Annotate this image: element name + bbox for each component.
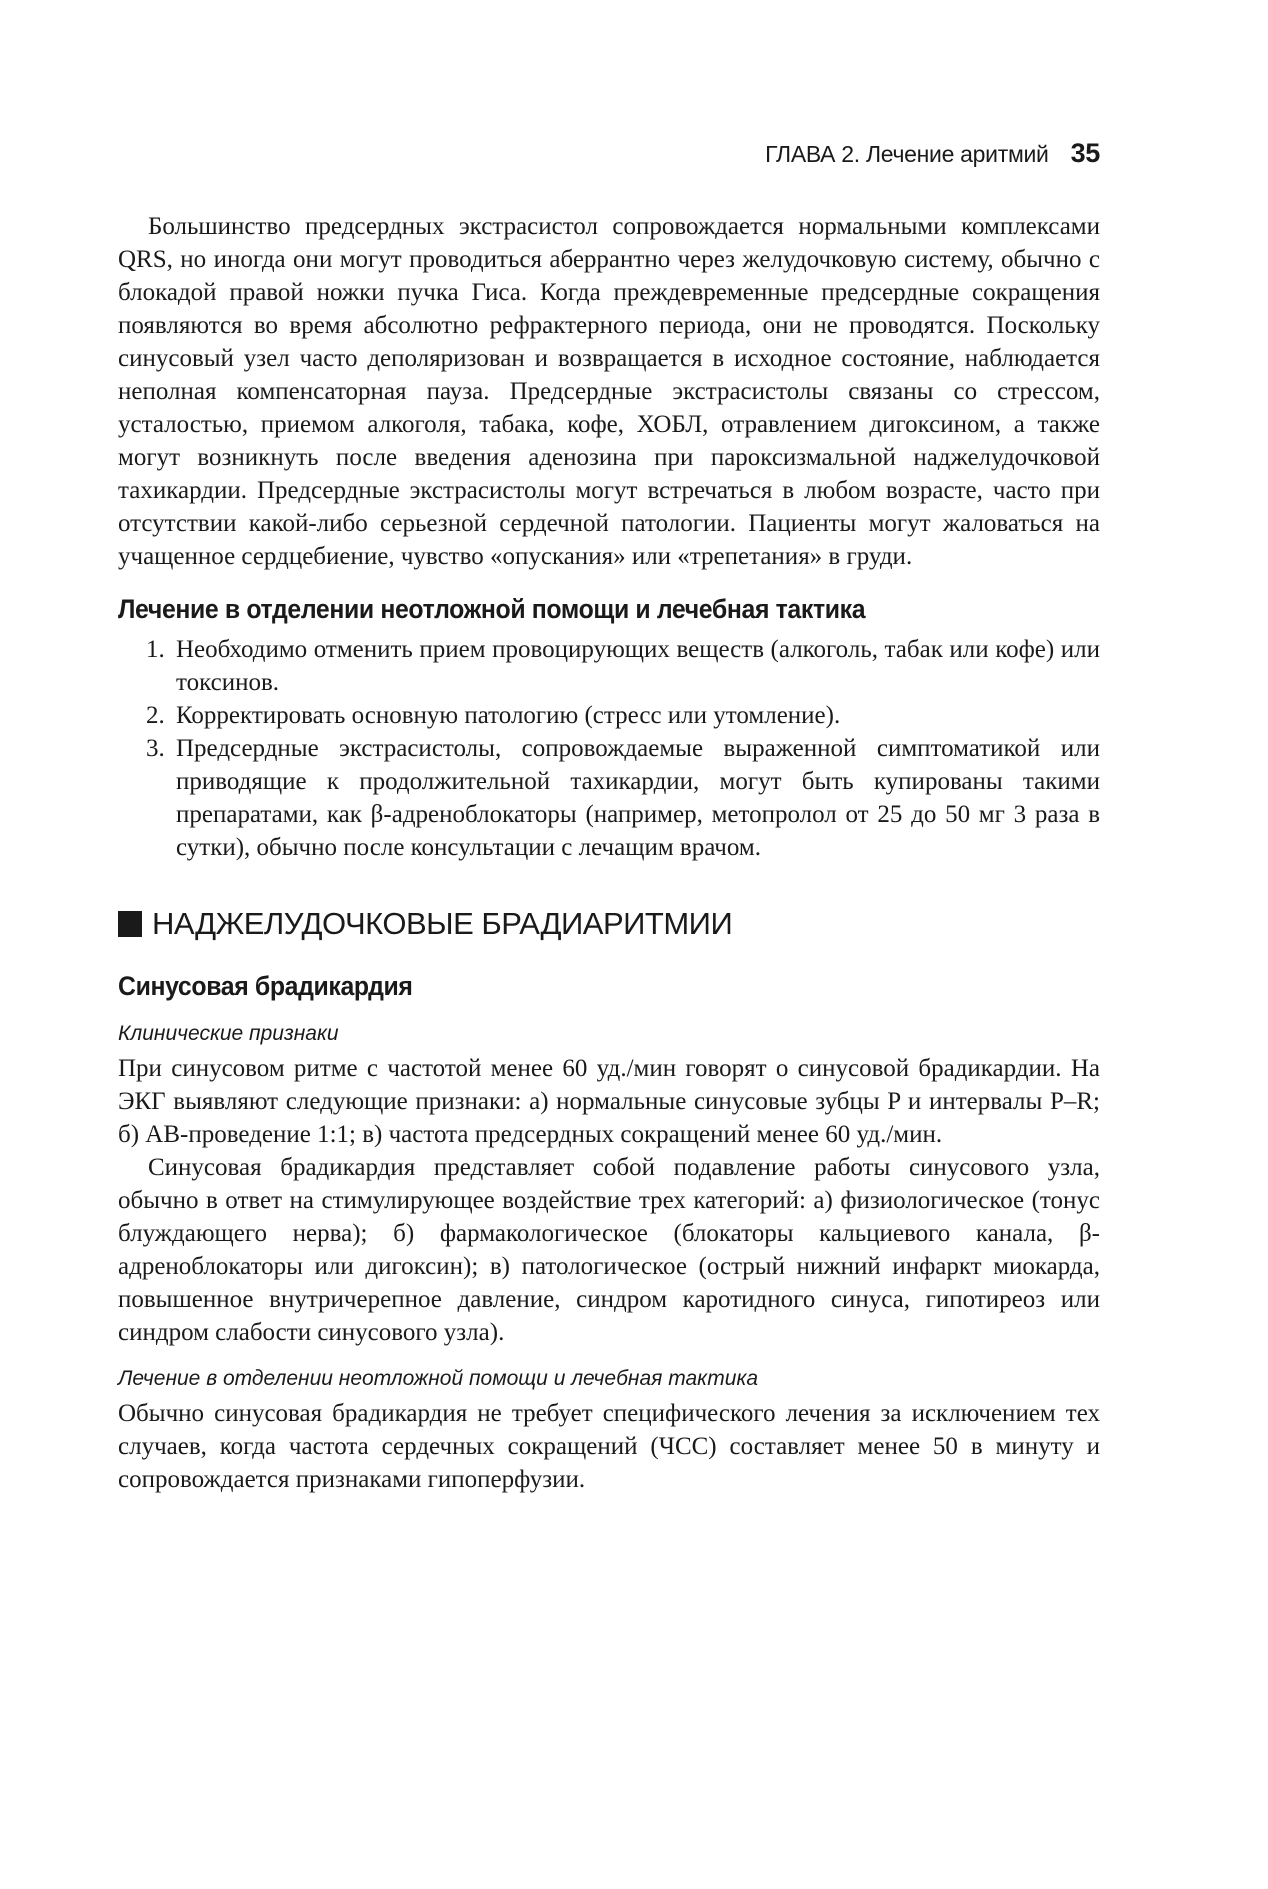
list-item xyxy=(118,633,1100,699)
list-item-number: 1. xyxy=(146,636,165,663)
subsection-heading: Синусовая брадикардия xyxy=(118,971,413,1001)
clinical-signs-label: Клинические признаки xyxy=(118,1022,339,1045)
intro-paragraph: Большинство предсердных экстрасистол сопровождается нормальными комплексами QRS, но иногда они могут проводиться аберрантно через желудочковую систему, обычно с блокадой правой ножки пучка Гиса. Когда преждевременные предсердные сокращения появляются во время абсолютно рефрактерного периода, они не проводятся. Поскольку синусовый узел часто деполяризован и возвращается в исходное состояние, наблюдается неполная компенсаторная пауза. Предсердные экстрасистолы связаны со стрессом, усталостью, приемом алкоголя, табака, кофе, ХОБЛ, отравлением дигоксином, а также могут возникнуть после введения аденозина при пароксизмальной наджелудочковой тахикардии. Предсердные экстрасистолы могут встречаться в любом возрасте, часто при отсутствии какой-либо серьезной сердечной патологии. Пациенты могут жаловаться на учащенное сердцебиение, чувство «опускания» или «трепетания» в груди. xyxy=(118,213,1100,570)
list-item xyxy=(118,699,1100,732)
clinical-paragraph-1: При синусовом ритме с частотой менее 60 уд./мин говорят о синусовой брадикардии. На ЭКГ выявляют следующие признаки: а) нормальные синусовые зубцы P и интервалы P–R; б) АВ-проведение 1:1; в) частота предсердных сокращений менее 60 уд./мин. xyxy=(118,1055,1100,1148)
list-item xyxy=(118,732,1100,864)
clinical-paragraph-2: Синусовая брадикардия представляет собой подавление работы синусового узла, обычно в ответ на стимулирующее воздействие трех категорий: а) физиологическое (тонус блуждающего нерва); б) фармакологическое (блокаторы кальциевого канала, β-адреноблокаторы или дигоксин); в) патологическое (острый нижний инфаркт миокарда, повышенное внутричерепное давление, синдром каротидного синуса, гипотиреоз или синдром слабости синусового узла). xyxy=(118,1154,1100,1346)
page-number: 35 xyxy=(1070,138,1100,168)
page-body xyxy=(118,210,1100,1496)
list-item-number: 2. xyxy=(146,702,165,729)
running-header xyxy=(765,138,1100,169)
treatment-label: Лечение в отделении неотложной помощи и лечебная тактика xyxy=(118,1367,759,1390)
list-item-text: Необходимо отменить прием провоцирующих веществ (алкоголь, табак или кофе) или токсинов. xyxy=(176,636,1100,696)
treatment-paragraph: Обычно синусовая брадикардия не требует специфического лечения за исключением тех случаев, когда частота сердечных сокращений (ЧСС) составляет менее 50 в минуту и сопровождается признаками гипоперфузии. xyxy=(118,1400,1100,1493)
treatment-heading: Лечение в отделении неотложной помощи и лечебная тактика xyxy=(118,594,866,624)
section-heading-text: НАДЖЕЛУДОЧКОВЫЕ БРАДИАРИТМИИ xyxy=(152,906,733,941)
treatment-steps-list xyxy=(118,633,1100,864)
section-heading xyxy=(118,904,1100,944)
list-item-text: Предсердные экстрасистолы, сопровождаемые выраженной симптоматикой или приводящие к продолжительной тахикардии, могут быть купированы такими препаратами, как β-адреноблокаторы (например, метопролол от 25 до 50 мг 3 раза в сутки), обычно после консультации с лечащим врачом. xyxy=(176,735,1100,861)
list-item-number: 3. xyxy=(146,735,165,762)
square-bullet-icon xyxy=(118,911,142,937)
chapter-title: ГЛАВА 2. Лечение аритмий xyxy=(765,141,1049,167)
list-item-text: Корректировать основную патологию (стресс или утомление). xyxy=(176,702,841,729)
